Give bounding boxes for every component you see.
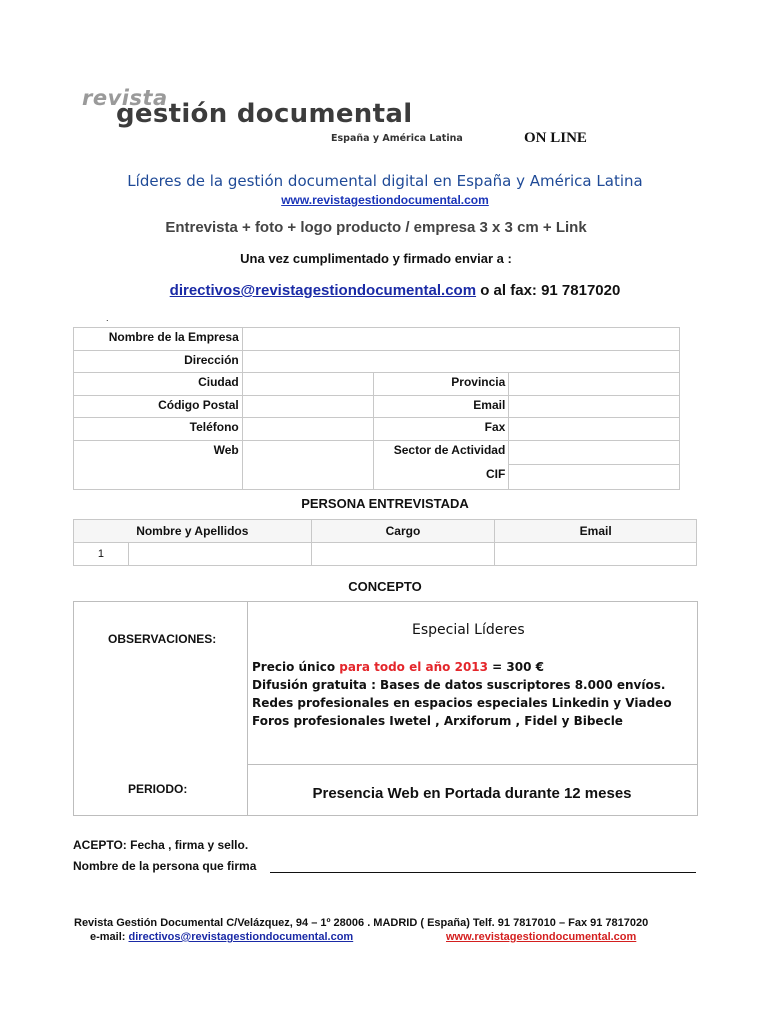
send-instructions: Una vez cumplimentado y firmado enviar a :: [240, 251, 512, 266]
company-table: [73, 327, 680, 490]
table-header-row: [74, 520, 697, 543]
email-field[interactable]: [509, 395, 680, 418]
firma-label: Nombre de la persona que firma: [73, 859, 257, 873]
cif-label: CIF: [374, 465, 509, 490]
web-label: Web: [74, 440, 243, 489]
persona-cargo-field[interactable]: [311, 543, 495, 566]
headline: Líderes de la gestión documental digital en España y América Latina: [127, 172, 643, 190]
province-label: Provincia: [374, 373, 509, 396]
table-row: [74, 373, 680, 396]
phone-field[interactable]: [242, 418, 374, 441]
logo-revista-text: revista: [82, 86, 168, 110]
concepto-details: [252, 658, 672, 730]
province-field[interactable]: [509, 373, 680, 396]
table-row: [74, 543, 697, 566]
column-header-name: Nombre y Apellidos: [74, 520, 312, 543]
precio-line: [252, 658, 672, 676]
redes-line: Redes profesionales en espacios especiales Linkedin y Viadeo: [252, 696, 672, 710]
postal-code-label: Código Postal: [74, 395, 243, 418]
entrevista-line: Entrevista + foto + logo producto / empresa 3 x 3 cm + Link: [165, 219, 587, 236]
presencia-text: Presencia Web en Portada durante 12 meses: [312, 785, 632, 802]
concepto-divider-horizontal: [247, 764, 697, 765]
signature-line[interactable]: [270, 872, 696, 873]
concepto-divider-vertical: [247, 601, 248, 816]
web-field[interactable]: [242, 440, 374, 489]
online-label: ON LINE: [524, 130, 587, 146]
row-number: 1: [74, 543, 129, 566]
table-row: [74, 440, 680, 465]
sector-label: Sector de Actividad: [374, 440, 509, 465]
contact-fax: o al fax: 91 7817020: [476, 282, 621, 299]
difusion-line: Difusión gratuita : Bases de datos suscriptores 8.000 envíos.: [252, 678, 666, 692]
city-label: Ciudad: [74, 373, 243, 396]
address-field[interactable]: [242, 350, 679, 373]
persona-section-title: PERSONA ENTREVISTADA: [301, 496, 469, 511]
precio-prefix: Precio único: [252, 660, 340, 674]
table-row: [74, 350, 680, 373]
fax-label: Fax: [374, 418, 509, 441]
website-link[interactable]: www.revistagestiondocumental.com: [281, 193, 489, 207]
footer-email-line: [90, 931, 353, 943]
observaciones-label: OBSERVACIONES:: [108, 632, 217, 646]
table-row: [74, 328, 680, 351]
logo-subtitle: España y América Latina: [331, 133, 463, 144]
company-name-field[interactable]: [242, 328, 679, 351]
acepto-line: ACEPTO: Fecha , firma y sello.: [73, 838, 249, 852]
dot-mark: .: [106, 313, 109, 323]
persona-email-field[interactable]: [495, 543, 697, 566]
table-row: [74, 395, 680, 418]
precio-suffix: = 300 €: [488, 660, 544, 674]
concepto-section-title: CONCEPTO: [348, 579, 422, 594]
persona-table: [73, 519, 697, 566]
phone-label: Teléfono: [74, 418, 243, 441]
footer-address: Revista Gestión Documental C/Velázquez, 94 – 1º 28006 . MADRID ( España) Telf. 91 7817010 – Fax 91 7817020: [74, 917, 649, 929]
footer-email-label: e-mail:: [90, 931, 129, 943]
contact-email-link[interactable]: directivos@revistagestiondocumental.com: [169, 282, 477, 299]
footer-web-link[interactable]: www.revistagestiondocumental.com: [446, 931, 637, 943]
address-label: Dirección: [74, 350, 243, 373]
contact-line: [0, 282, 770, 299]
city-field[interactable]: [242, 373, 374, 396]
cif-field[interactable]: [509, 465, 680, 490]
foros-line: Foros profesionales Iwetel , Arxiforum , Fidel y Bibecle: [252, 714, 623, 728]
company-name-label: Nombre de la Empresa: [74, 328, 243, 351]
sector-field[interactable]: [509, 440, 680, 465]
column-header-cargo: Cargo: [311, 520, 495, 543]
table-row: [74, 418, 680, 441]
email-label: Email: [374, 395, 509, 418]
footer-email-link[interactable]: directivos@revistagestiondocumental.com: [128, 931, 354, 943]
periodo-label: PERIODO:: [128, 782, 188, 796]
especial-title: Especial Líderes: [412, 622, 525, 638]
persona-name-field[interactable]: [128, 543, 311, 566]
postal-code-field[interactable]: [242, 395, 374, 418]
logo-gestion-text: gestión documental: [116, 99, 413, 129]
column-header-email: Email: [495, 520, 697, 543]
precio-highlight: para todo el año 2013: [339, 660, 488, 674]
fax-field[interactable]: [509, 418, 680, 441]
